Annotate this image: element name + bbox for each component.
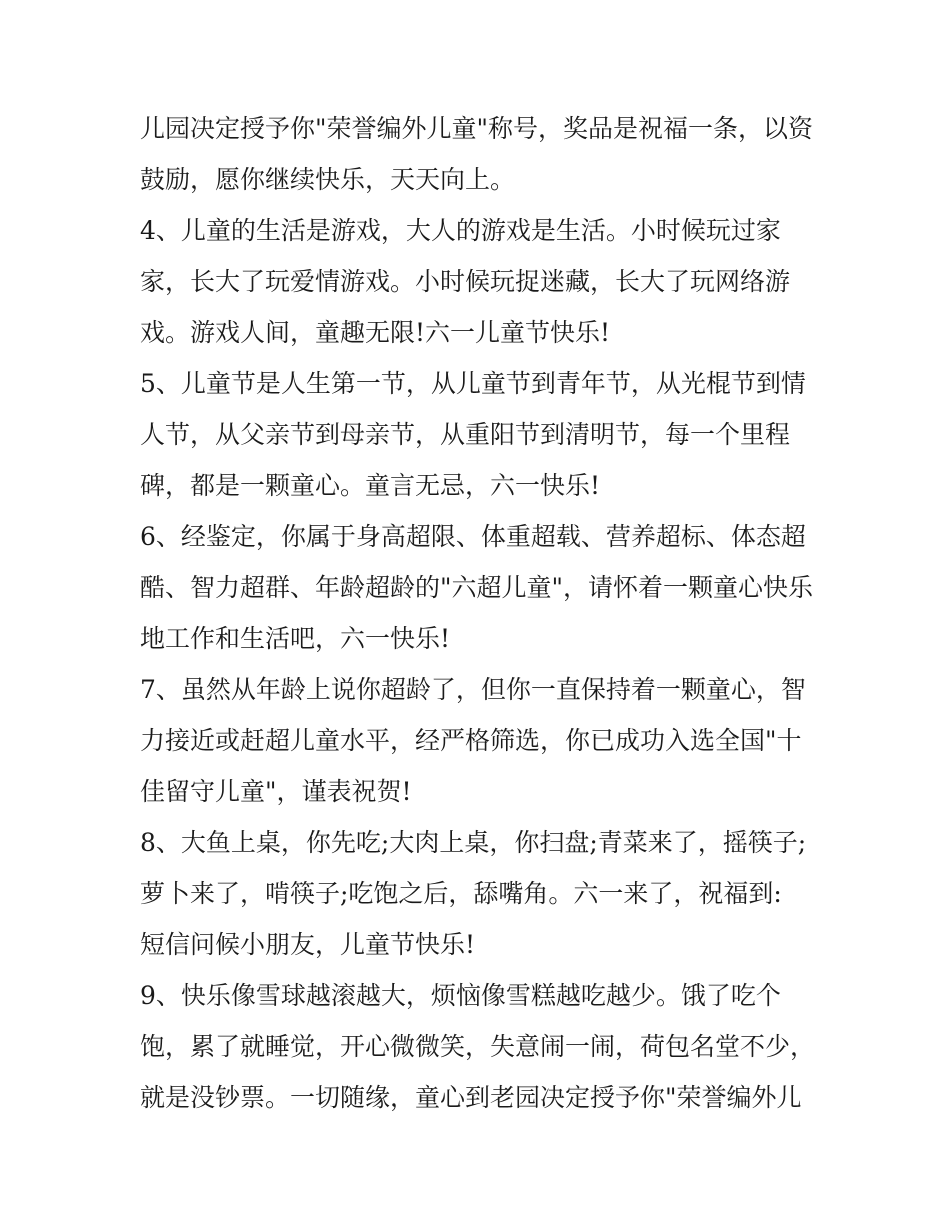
text-line: 5、儿童节是人生第一节，从儿童节到青年节，从光棍节到情 [140,369,806,398]
text-line: 人节，从父亲节到母亲节，从重阳节到清明节，每一个里程 [140,420,791,449]
text-line: 地工作和生活吧，六一快乐! [140,624,451,653]
text-line: 6、经鉴定，你属于身高超限、体重超载、营养超标、体态超 [140,522,806,551]
text-line: 9、快乐像雪球越滚越大，烦恼像雪糕越吃越少。饿了吃个 [140,981,781,1010]
text-body [140,103,820,1123]
text-line: 饱，累了就睡觉，开心微微笑，失意闹一闹，荷包名堂不少， [140,1032,816,1061]
text-line: 碑，都是一颗童心。童言无忌，六一快乐! [140,471,601,500]
text-line: 萝卜来了，啃筷子;吃饱之后，舔嘴角。六一来了，祝福到: [140,879,782,908]
text-line: 家，长大了玩爱情游戏。小时候玩捉迷藏，长大了玩网络游 [140,267,791,296]
text-line: 儿园决定授予你"荣誉编外儿童"称号，奖品是祝福一条，以资 [140,114,814,143]
text-line: 7、虽然从年龄上说你超龄了，但你一直保持着一颗童心，智 [140,675,806,704]
text-line: 8、大鱼上桌，你先吃;大肉上桌，你扫盘;青菜来了，摇筷子; [140,828,807,857]
text-line: 短信问候小朋友，儿童节快乐! [140,930,476,959]
text-line: 4、儿童的生活是游戏，大人的游戏是生活。小时候玩过家 [140,216,781,245]
text-line: 鼓励，愿你继续快乐，天天向上。 [140,165,516,194]
text-line: 力接近或赶超儿童水平，经严格筛选，你已成功入选全国"十 [140,726,802,755]
text-line: 酷、智力超群、年龄超龄的"六超儿童"，请怀着一颗童心快乐 [140,573,814,602]
text-line: 戏。游戏人间，童趣无限!六一儿童节快乐! [140,318,611,347]
text-line: 就是没钞票。一切随缘，童心到老园决定授予你"荣誉编外儿 [140,1083,802,1112]
text-line: 佳留守儿童"，谨表祝贺! [140,777,412,806]
